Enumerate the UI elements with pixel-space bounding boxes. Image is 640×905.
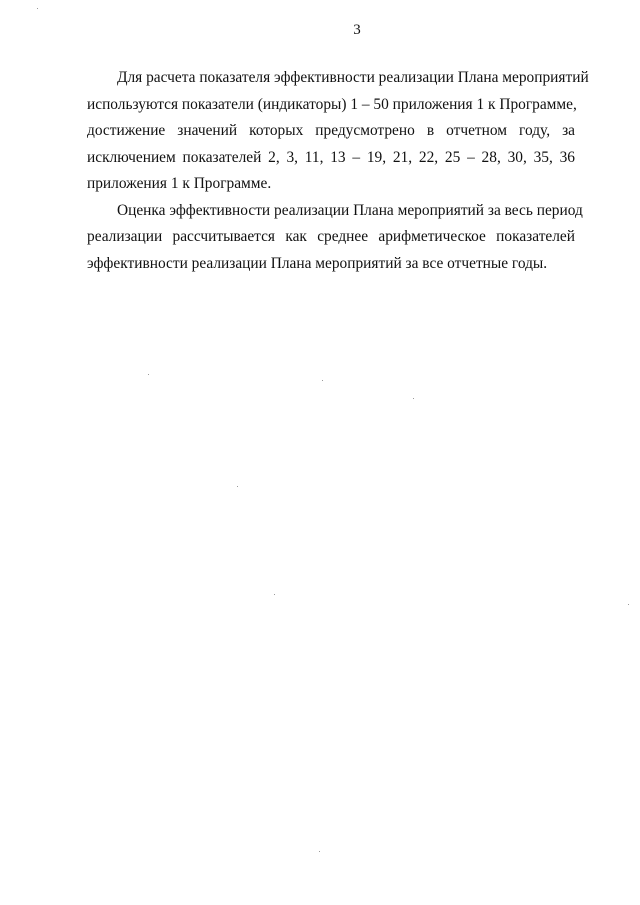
text-line: исключением показателей 2, 3, 11, 13 – 19, 21, 22, 25 – 28, 30, 35, 36 (87, 148, 575, 166)
scan-speck (148, 374, 149, 375)
scan-speck (237, 486, 238, 487)
text-line: реализации рассчитывается как среднее арифметическое показателей (87, 228, 575, 245)
scan-speck (413, 398, 414, 399)
text-line: эффективности реализации Плана мероприятий за все отчетные годы. (87, 254, 548, 272)
scan-speck (628, 604, 629, 605)
scan-speck (37, 8, 38, 9)
text-line: достижение значений которых предусмотрено в отчетном году, за (87, 122, 575, 139)
page-number: 3 (353, 22, 361, 38)
text-line: приложения 1 к Программе. (87, 175, 272, 192)
body-text (87, 65, 589, 277)
text-line: Для расчета показателя эффективности реализации Плана мероприятий (117, 69, 589, 86)
scan-speck (319, 851, 320, 852)
scan-speck (274, 594, 275, 595)
scan-speck (322, 380, 323, 381)
text-line: используются показатели (индикаторы) 1 – 50 приложения 1 к Программе, (87, 95, 577, 113)
paragraph-evaluation (87, 198, 583, 278)
text-line: Оценка эффективности реализации Плана мероприятий за весь период (117, 201, 583, 219)
paragraph-indicators (87, 65, 589, 198)
